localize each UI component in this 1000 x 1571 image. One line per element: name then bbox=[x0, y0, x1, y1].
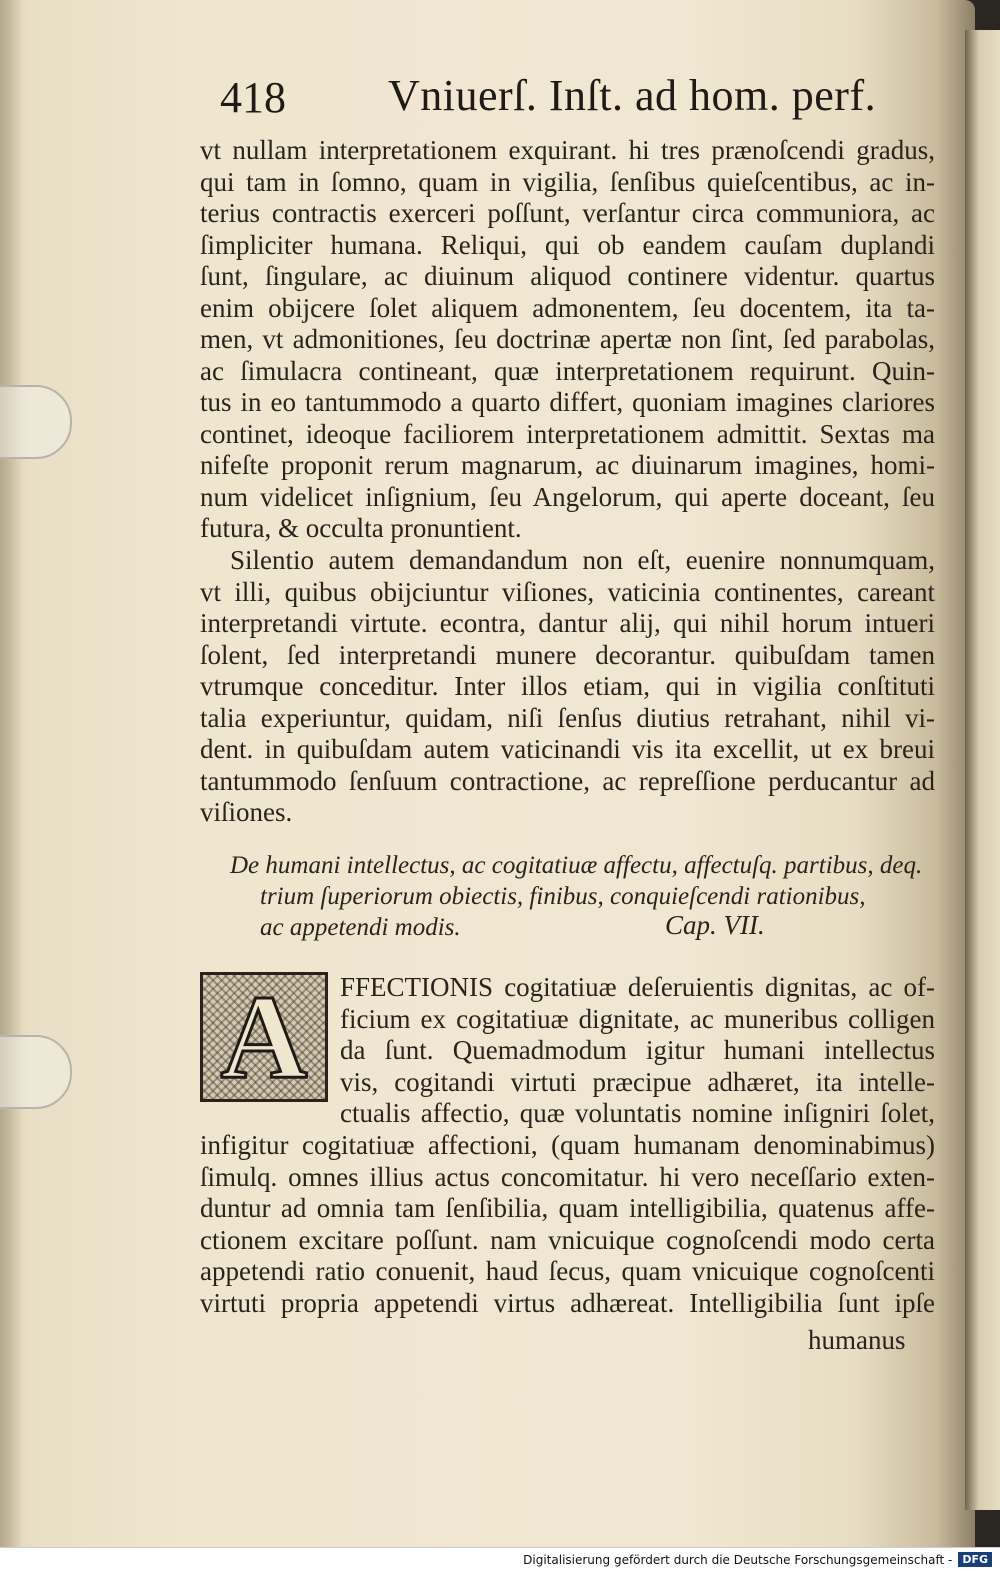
text-line: da ſunt. Quemadmodum igitur humani intellectus bbox=[340, 1035, 935, 1065]
heading-line: De humani intellectus, ac cogitatiuæ affectu, affectuſq. partibus, deq. bbox=[230, 852, 923, 879]
footer-text: Digitalisierung gefördert durch die Deutsche Forschungsgemeinschaft - bbox=[523, 1552, 953, 1567]
running-title: Vniuerſ. Inſt. ad hom. perf. bbox=[388, 71, 877, 120]
text-line: vis, cogitandi virtuti præcipue adhæret, ita intelle- bbox=[340, 1066, 935, 1097]
text-line: ac ſimulacra contineant, quæ interpretationem requirunt. Quin- bbox=[200, 355, 935, 386]
text-line: duntur ad omnia tam ſenſibilia, quam intelligibilia, quatenus affe- bbox=[200, 1193, 935, 1223]
text-line: vt illi, quibus obijciuntur viſiones, vaticinia continentes, careant bbox=[200, 576, 935, 607]
chapter-label: Cap. VII. bbox=[665, 910, 765, 940]
text-line: vtrumque conceditur. Inter illos etiam, qui in vigilia conſtituti bbox=[200, 671, 935, 701]
text-line: FFECTIONIS cogitatiuæ deſeruientis dignitas, ac of- bbox=[340, 972, 935, 1002]
text-line: interpretandi virtute. econtra, dantur alij, qui nihil horum intueri bbox=[200, 608, 935, 638]
paragraph-3-initial-block bbox=[340, 972, 935, 1130]
text-line: num videlicet inſignium, ſeu Angelorum, qui aperte doceant, ſeu bbox=[200, 481, 935, 512]
text-line: ctionem excitare poſſunt. nam vnicuique cognoſcendi modo certa bbox=[200, 1224, 935, 1255]
page-tab-upper bbox=[0, 385, 72, 459]
text-line: nifeſte proponit rerum magnarum, ac diuinarum imagines, homi- bbox=[200, 450, 935, 480]
text-line: terius contractis exerceri poſſunt, verſantur circa communiora, ac bbox=[200, 198, 935, 228]
text-line: vt nullam interpretationem exquirant. hi tres prænoſcendi gradus, bbox=[200, 135, 935, 165]
catchword: humanus bbox=[808, 1325, 906, 1355]
initial-letter: A bbox=[220, 970, 308, 1103]
text-line: ſimulq. omnes illius actus concomitatur. hi vero neceſſario exten- bbox=[200, 1161, 935, 1192]
text-line: virtuti propria appetendi virtus adhæreat. Intelligibilia ſunt ipſe bbox=[200, 1287, 935, 1318]
text-line: futura, & occulta pronuntient. bbox=[200, 513, 522, 543]
text-line: enim obijcere ſolet aliquem admonentem, ſeu docentem, ita ta- bbox=[200, 292, 935, 323]
text-line: tantummodo ſenſuum contractione, ac repreſſione perducantur ad bbox=[200, 765, 935, 796]
heading-line: ac appetendi modis. bbox=[260, 914, 461, 941]
page-tab-lower bbox=[0, 1035, 72, 1109]
heading-line: trium ſuperiorum obiectis, finibus, conquieſcendi rationibus, bbox=[260, 883, 866, 910]
page-number: 418 bbox=[220, 73, 286, 122]
text-line: ſimpliciter humana. Reliqui, qui ob eandem cauſam duplandi bbox=[200, 229, 935, 260]
digitization-footer bbox=[0, 1547, 1000, 1571]
text-line: ſunt, ſingulare, ac diuinum aliquod continere videntur. quartus bbox=[200, 261, 935, 291]
text-line: viſiones. bbox=[200, 797, 293, 827]
chapter-heading bbox=[230, 850, 940, 943]
paragraph-3 bbox=[200, 1130, 935, 1319]
text-line: ficium ex cogitatiuæ dignitate, ac muneribus colligen bbox=[340, 1003, 935, 1034]
text-line: men, vt admonitiones, ſeu doctrinæ apertæ non ſint, ſed parabolas, bbox=[200, 324, 935, 354]
text-line: continet, ideoque faciliorem interpretationem admittit. Sextas ma bbox=[200, 418, 935, 449]
text-line: ſolent, ſed interpretandi munere decorantur. quibuſdam tamen bbox=[200, 639, 935, 670]
adjacent-page-edge bbox=[965, 30, 1000, 1510]
dfg-logo: DFG bbox=[958, 1552, 992, 1567]
text-line: talia experiuntur, quidam, niſi ſenſus diutius retrahant, nihil vi- bbox=[200, 702, 935, 733]
text-line: dent. in quibuſdam autem vaticinandi vis ita excellit, ut ex breui bbox=[200, 734, 935, 764]
text-line: appetendi ratio conuenit, haud ſecus, quam vnicuique cognoſcenti bbox=[200, 1256, 935, 1286]
paragraph-2 bbox=[200, 545, 935, 829]
decorated-initial bbox=[200, 972, 328, 1102]
text-line: ctualis affectio, quæ voluntatis nomine inſigniri ſolet, bbox=[340, 1098, 935, 1128]
text-line: tus in eo tantummodo a quarto differt, quoniam imagines clariores bbox=[200, 387, 935, 417]
text-line: Silentio autem demandandum non eſt, euenire nonnumquam, bbox=[230, 545, 935, 575]
page-gutter-shadow bbox=[0, 0, 22, 1571]
text-line: infigitur cogitatiuæ affectioni, (quam humanam denominabimus) bbox=[200, 1130, 935, 1160]
paragraph-1 bbox=[200, 135, 935, 545]
text-line: qui tam in ſomno, quam in vigilia, ſenſibus quieſcentibus, ac in- bbox=[200, 166, 935, 197]
